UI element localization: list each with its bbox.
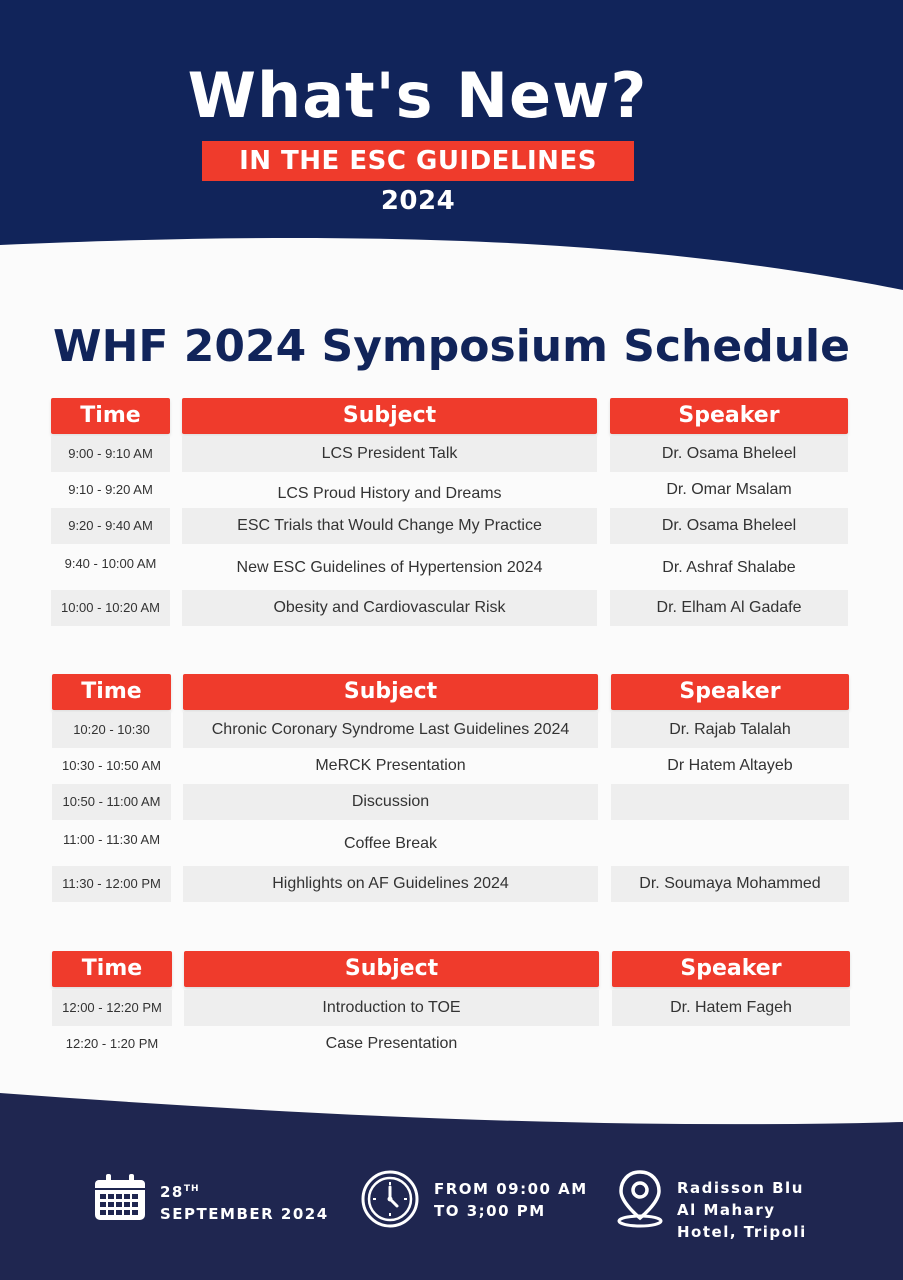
speaker-cell: Dr. Osama Bheleel — [610, 508, 848, 544]
speaker-cell: Dr. Omar Msalam — [610, 472, 848, 508]
date-month-year: SEPTEMBER 2024 — [160, 1205, 329, 1223]
subject-cell: Coffee Break — [183, 826, 598, 862]
time-line-2: TO 3;00 PM — [434, 1202, 546, 1220]
date-suffix: TH — [183, 1184, 200, 1194]
speaker-cell — [612, 1026, 850, 1062]
time-line-1: FROM 09:00 AM — [434, 1180, 588, 1198]
subject-cell: Highlights on AF Guidelines 2024 — [183, 866, 598, 902]
footer-time — [360, 1170, 600, 1226]
time-cell: 10:50 - 11:00 AM — [52, 784, 171, 820]
location-pin-icon — [616, 1170, 664, 1228]
speaker-cell: Dr. Osama Bheleel — [610, 436, 848, 472]
date-text — [160, 1178, 340, 1225]
session-table-3 — [52, 951, 850, 1063]
footer-venue — [616, 1170, 816, 1246]
session-table-1 — [51, 398, 848, 628]
subject-cell: Discussion — [183, 784, 598, 820]
subject-cell: Chronic Coronary Syndrome Last Guidelines 2024 — [183, 712, 598, 748]
subject-cell: MeRCK Presentation — [183, 748, 598, 784]
subject-cell: ESC Trials that Would Change My Practice — [182, 508, 597, 544]
venue-line-1: Radisson Blu — [677, 1179, 804, 1197]
header-subject: Subject — [184, 951, 599, 987]
subject-cell: New ESC Guidelines of Hypertension 2024 — [182, 550, 597, 586]
speaker-cell: Dr. Hatem Fageh — [612, 990, 850, 1026]
time-cell: 10:30 - 10:50 AM — [52, 748, 171, 784]
speaker-cell — [611, 784, 849, 820]
header-speaker: Speaker — [612, 951, 850, 987]
speaker-cell: Dr Hatem Altayeb — [611, 748, 849, 784]
time-text — [434, 1178, 604, 1222]
calendar-icon — [94, 1174, 146, 1222]
header-subject: Subject — [183, 674, 598, 710]
header-subject: Subject — [182, 398, 597, 434]
subject-cell: LCS Proud History and Dreams — [182, 476, 597, 512]
venue-text — [677, 1177, 827, 1243]
main-title: What's New? — [187, 59, 648, 132]
subject-cell: Obesity and Cardiovascular Risk — [182, 590, 597, 626]
time-cell: 11:00 - 11:30 AM — [52, 822, 171, 858]
header-speaker: Speaker — [611, 674, 849, 710]
speaker-cell: Dr. Rajab Talalah — [611, 712, 849, 748]
time-cell: 9:20 - 9:40 AM — [51, 508, 170, 544]
speaker-cell: Dr. Ashraf Shalabe — [610, 550, 848, 586]
header-time: Time — [52, 674, 171, 710]
venue-line-2: Al Mahary — [677, 1201, 776, 1219]
subtitle-banner: IN THE ESC GUIDELINES 2024 — [202, 141, 634, 181]
time-cell: 9:00 - 9:10 AM — [51, 436, 170, 472]
header-speaker: Speaker — [610, 398, 848, 434]
time-cell: 12:20 - 1:20 PM — [52, 1026, 172, 1062]
time-cell: 9:10 - 9:20 AM — [51, 472, 170, 508]
date-day: 28 — [160, 1183, 184, 1201]
venue-line-3: Hotel, Tripoli — [677, 1223, 807, 1241]
speaker-cell: Dr. Elham Al Gadafe — [610, 590, 848, 626]
time-cell: 10:00 - 10:20 AM — [51, 590, 170, 626]
footer-date — [94, 1174, 334, 1224]
header-time: Time — [51, 398, 170, 434]
session-table-2 — [52, 674, 849, 904]
clock-icon — [360, 1170, 420, 1228]
subject-cell: Introduction to TOE — [184, 990, 599, 1026]
subject-cell: LCS President Talk — [182, 436, 597, 472]
speaker-cell: Dr. Soumaya Mohammed — [611, 866, 849, 902]
time-cell: 12:00 - 12:20 PM — [52, 990, 172, 1026]
subject-cell: Case Presentation — [184, 1026, 599, 1062]
speaker-cell — [611, 822, 849, 858]
header-time: Time — [52, 951, 172, 987]
schedule-title: WHF 2024 Symposium Schedule — [53, 321, 850, 372]
time-cell: 9:40 - 10:00 AM — [51, 546, 170, 582]
time-cell: 11:30 - 12:00 PM — [52, 866, 171, 902]
time-cell: 10:20 - 10:30 — [52, 712, 171, 748]
